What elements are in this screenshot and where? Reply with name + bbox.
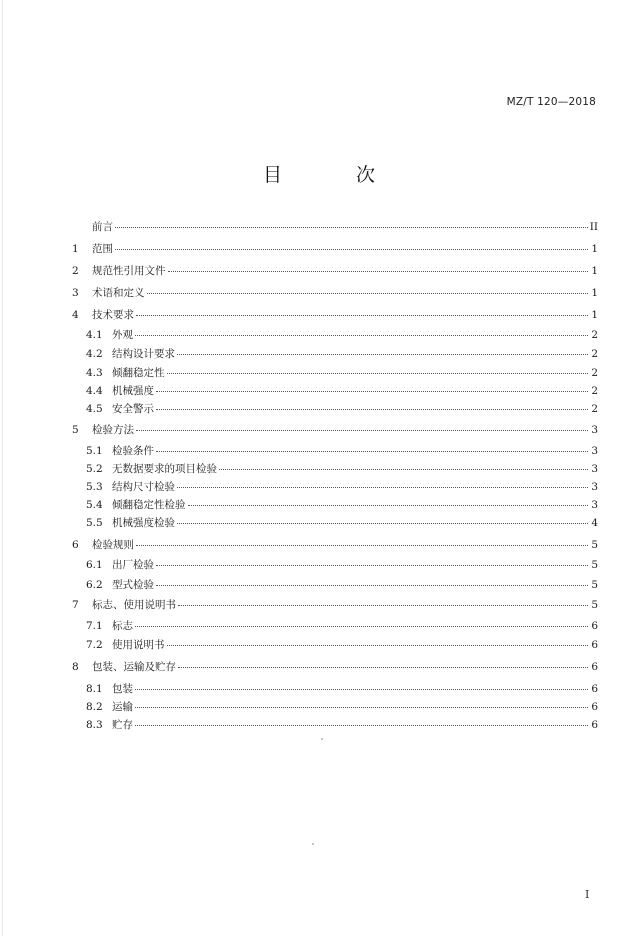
- toc-entry-page: 6: [591, 719, 598, 731]
- toc-entry-number: 4.4: [86, 385, 103, 397]
- toc-entry-number: 4.5: [86, 403, 103, 415]
- toc-entry[interactable]: [86, 402, 598, 416]
- toc-entry-title: 检验方法: [92, 424, 134, 436]
- toc-entry-title: 使用说明书: [112, 639, 165, 651]
- toc-leader-dots: [135, 725, 588, 726]
- toc-entry-number: 5: [72, 424, 79, 436]
- toc-entry[interactable]: [72, 286, 598, 300]
- toc-entry-page: 6: [591, 683, 598, 695]
- toc-leader-dots: [188, 505, 589, 506]
- toc-entry-page: 2: [591, 385, 598, 397]
- toc-entry[interactable]: [86, 516, 598, 530]
- toc-entry-page: 5: [591, 579, 598, 591]
- toc-entry[interactable]: [86, 700, 598, 714]
- toc-entry-page: 3: [591, 445, 598, 457]
- toc-entry-page: 3: [591, 424, 598, 436]
- toc-entry[interactable]: [86, 682, 598, 696]
- toc-entry-page: 1: [591, 309, 598, 321]
- toc-leader-dots: [115, 227, 588, 228]
- toc-entry-title: 外观: [112, 329, 133, 341]
- toc-entry[interactable]: [86, 718, 598, 732]
- toc-entry[interactable]: [72, 220, 598, 234]
- toc-entry-number: 5.1: [86, 445, 103, 457]
- toc-entry-title: 倾翻稳定性检验: [112, 499, 186, 511]
- toc-entry-title: 型式检验: [112, 579, 154, 591]
- toc-entry-page: 6: [591, 620, 598, 632]
- scan-speck: [321, 738, 323, 740]
- toc-entry-title: 机械强度检验: [112, 517, 175, 529]
- toc-entry[interactable]: [86, 347, 598, 361]
- toc-entry-number: 6.1: [86, 559, 103, 571]
- page-title: 目 次: [262, 164, 410, 186]
- toc-entry-title: 技术要求: [92, 309, 134, 321]
- scan-speck: [312, 843, 314, 845]
- toc-entry-number: 6: [72, 539, 79, 551]
- toc-entry[interactable]: [72, 308, 598, 322]
- toc-leader-dots: [115, 249, 588, 250]
- toc-leader-dots: [177, 487, 588, 488]
- toc-entry-title: 出厂检验: [112, 559, 154, 571]
- toc-entry[interactable]: [72, 242, 598, 256]
- toc-entry[interactable]: [72, 423, 598, 437]
- toc-entry-number: 4.2: [86, 348, 103, 360]
- toc-entry-page: 6: [591, 701, 598, 713]
- toc-entry[interactable]: [72, 598, 598, 612]
- toc-entry[interactable]: [86, 328, 598, 342]
- toc-entry-title: 检验规则: [92, 539, 134, 551]
- toc-entry-page: 3: [591, 463, 598, 475]
- toc-entry[interactable]: [86, 558, 598, 572]
- toc-leader-dots: [167, 645, 589, 646]
- toc-entry-number: 8.2: [86, 701, 103, 713]
- toc-entry-title: 机械强度: [112, 385, 154, 397]
- toc-entry-number: 2: [72, 265, 79, 277]
- toc-entry-page: 4: [591, 517, 598, 529]
- toc-entry-title: 前言: [92, 221, 113, 233]
- toc-entry[interactable]: [72, 660, 598, 674]
- toc-entry-page: 2: [591, 403, 598, 415]
- toc-entry[interactable]: [86, 462, 598, 476]
- toc-leader-dots: [156, 409, 588, 410]
- toc-entry-number: 8.1: [86, 683, 103, 695]
- toc-entry-page: 6: [591, 661, 598, 673]
- toc-entry-page: 1: [591, 265, 598, 277]
- toc-leader-dots: [135, 626, 588, 627]
- toc-entry[interactable]: [86, 366, 598, 380]
- toc-leader-dots: [156, 585, 588, 586]
- page-number: I: [585, 888, 590, 901]
- toc-leader-dots: [135, 689, 588, 690]
- toc-leader-dots: [135, 335, 588, 336]
- toc-entry-number: 7.2: [86, 639, 103, 651]
- toc-entry-title: 运输: [112, 701, 133, 713]
- toc-entry-number: 8: [72, 661, 79, 673]
- toc-entry-title: 安全警示: [112, 403, 154, 415]
- toc-entry-number: 7.1: [86, 620, 103, 632]
- toc-entry-number: 8.3: [86, 719, 103, 731]
- toc-leader-dots: [167, 373, 589, 374]
- toc-entry-number: 5.5: [86, 517, 103, 529]
- toc-entry-number: 1: [72, 243, 79, 255]
- toc-entry-title: 标志: [112, 620, 133, 632]
- toc-leader-dots: [219, 469, 588, 470]
- toc-entry-title: 结构尺寸检验: [112, 481, 175, 493]
- toc-leader-dots: [147, 293, 589, 294]
- toc-entry-title: 包装: [112, 683, 133, 695]
- toc-leader-dots: [178, 667, 588, 668]
- toc-entry-title: 包装、运输及贮存: [92, 661, 176, 673]
- toc-entry-title: 倾翻稳定性: [112, 367, 165, 379]
- toc-leader-dots: [136, 545, 588, 546]
- toc-entry-title: 范围: [92, 243, 113, 255]
- toc-entry-title: 标志、使用说明书: [92, 599, 176, 611]
- toc-entry-title: 术语和定义: [92, 287, 145, 299]
- document-code: MZ/T 120—2018: [506, 96, 596, 108]
- toc-entry-page: 3: [591, 481, 598, 493]
- toc-entry-number: 5.3: [86, 481, 103, 493]
- toc-entry-page: 1: [591, 287, 598, 299]
- toc-entry-page: 2: [591, 348, 598, 360]
- toc-leader-dots: [168, 271, 589, 272]
- toc-entry[interactable]: [72, 538, 598, 552]
- toc-entry[interactable]: [86, 619, 598, 633]
- page-edge-shadow: [2, 0, 3, 936]
- toc-entry-number: 4.3: [86, 367, 103, 379]
- toc-entry-number: 4.1: [86, 329, 103, 341]
- toc-entry[interactable]: [86, 384, 598, 398]
- toc-entry-page: 5: [591, 599, 598, 611]
- toc-entry-number: 5.2: [86, 463, 103, 475]
- toc-entry-page: 5: [591, 539, 598, 551]
- toc-leader-dots: [136, 430, 588, 431]
- toc-entry-title: 检验条件: [112, 445, 154, 457]
- toc-entry-title: 规范性引用文件: [92, 265, 166, 277]
- toc-entry[interactable]: [86, 638, 598, 652]
- toc-leader-dots: [156, 565, 588, 566]
- toc-entry-page: II: [589, 221, 598, 233]
- toc-leader-dots: [136, 315, 588, 316]
- toc-entry-title: 无数据要求的项目检验: [112, 463, 217, 475]
- toc-entry-number: 4: [72, 309, 79, 321]
- toc-entry-page: 2: [591, 329, 598, 341]
- toc-leader-dots: [178, 605, 588, 606]
- toc-entry-number: 5.4: [86, 499, 103, 511]
- toc-entry[interactable]: [86, 498, 598, 512]
- toc-entry[interactable]: [86, 480, 598, 494]
- toc-entry-number: 6.2: [86, 579, 103, 591]
- toc-entry[interactable]: [86, 444, 598, 458]
- toc-leader-dots: [156, 391, 588, 392]
- toc-entry-page: 6: [591, 639, 598, 651]
- toc-leader-dots: [177, 354, 588, 355]
- toc-entry[interactable]: [86, 578, 598, 592]
- toc-entry-page: 2: [591, 367, 598, 379]
- toc-entry[interactable]: [72, 264, 598, 278]
- toc-entry-title: 贮存: [112, 719, 133, 731]
- toc-entry-page: 1: [591, 243, 598, 255]
- toc-leader-dots: [135, 707, 588, 708]
- toc-entry-number: 3: [72, 287, 79, 299]
- toc-leader-dots: [156, 451, 588, 452]
- toc-leader-dots: [177, 523, 588, 524]
- toc-entry-title: 结构设计要求: [112, 348, 175, 360]
- toc-entry-page: 3: [591, 499, 598, 511]
- toc-entry-page: 5: [591, 559, 598, 571]
- toc-entry-number: 7: [72, 599, 79, 611]
